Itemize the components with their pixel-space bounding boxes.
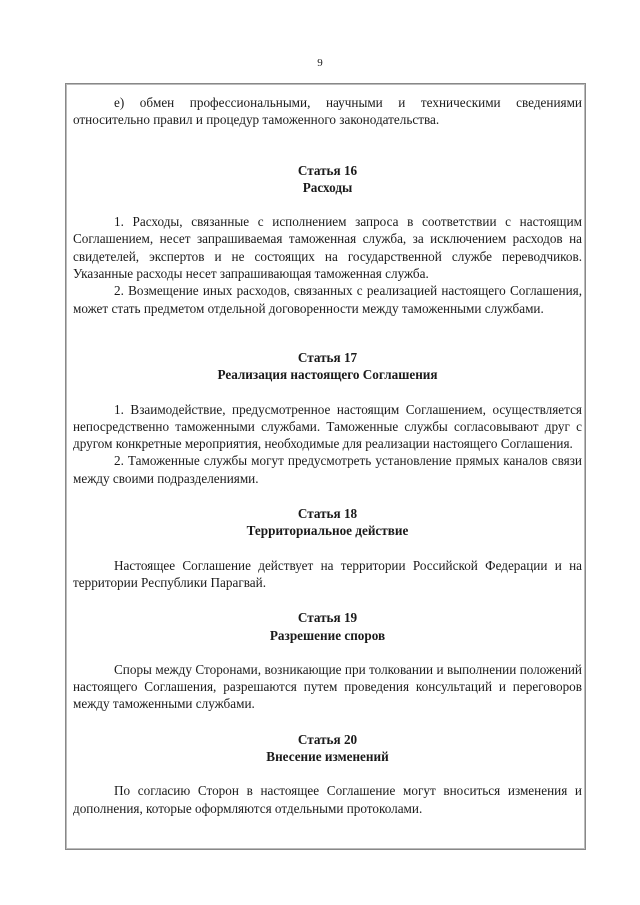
article-number: Статья 18 bbox=[297, 506, 358, 522]
article-number: Статья 20 bbox=[297, 731, 358, 747]
article-17 bbox=[73, 349, 582, 487]
article-16 bbox=[73, 162, 582, 317]
article-number: Статья 17 bbox=[297, 349, 358, 365]
article-title: Реализация настоящего Соглашения bbox=[217, 367, 438, 383]
article-title: Расходы bbox=[302, 179, 353, 195]
article-number: Статья 19 bbox=[297, 610, 358, 626]
article-paragraph: 2. Таможенные службы могут предусмотреть установление прямых каналов связи между своими подразделениями. bbox=[73, 453, 582, 486]
article-title: Территориальное действие bbox=[246, 523, 409, 539]
article-paragraph: 1. Взаимодействие, предусмотренное настоящим Соглашением, осуществляется непосредственно таможенными службами. Таможенные службы согласовывают друг с другом конкретные мероприятия, необходимые для реализации настоящего Соглашения. bbox=[73, 401, 582, 452]
article-18 bbox=[73, 505, 582, 591]
article-20 bbox=[73, 731, 582, 817]
document-body bbox=[73, 94, 582, 817]
article-title: Внесение изменений bbox=[266, 749, 389, 765]
article-paragraph: Настоящее Соглашение действует на территории Российской Федерации и на территории Республики Парагвай. bbox=[73, 557, 582, 590]
article-paragraph: 2. Возмещение иных расходов, связанных с реализацией настоящего Соглашения, может стать предметом отдельной договоренности между таможенными службами. bbox=[73, 283, 582, 316]
article-19 bbox=[73, 609, 582, 712]
article-title: Разрешение споров bbox=[269, 627, 386, 643]
article-paragraph: По согласию Сторон в настоящее Соглашение могут вноситься изменения и дополнения, которые оформляются отдельными протоколами. bbox=[73, 783, 582, 816]
intro-paragraph: е) обмен профессиональными, научными и техническими сведениями относительно правил и процедур таможенного законодательства. bbox=[73, 95, 582, 128]
page-number: 9 bbox=[317, 57, 323, 69]
article-paragraph: 1. Расходы, связанные с исполнением запроса в соответствии с настоящим Соглашением, несет запрашиваемая таможенная служба, за исключением расходов на свидетелей, экспертов и не состоящих на государственной службе переводчиков. Указанные расходы несет запрашивающая таможенная служба. bbox=[73, 214, 582, 282]
article-number: Статья 16 bbox=[297, 162, 358, 178]
article-paragraph: Споры между Сторонами, возникающие при толковании и выполнении положений настоящего Соглашения, разрешаются путем проведения консультаций и переговоров между таможенными службами. bbox=[73, 661, 582, 712]
